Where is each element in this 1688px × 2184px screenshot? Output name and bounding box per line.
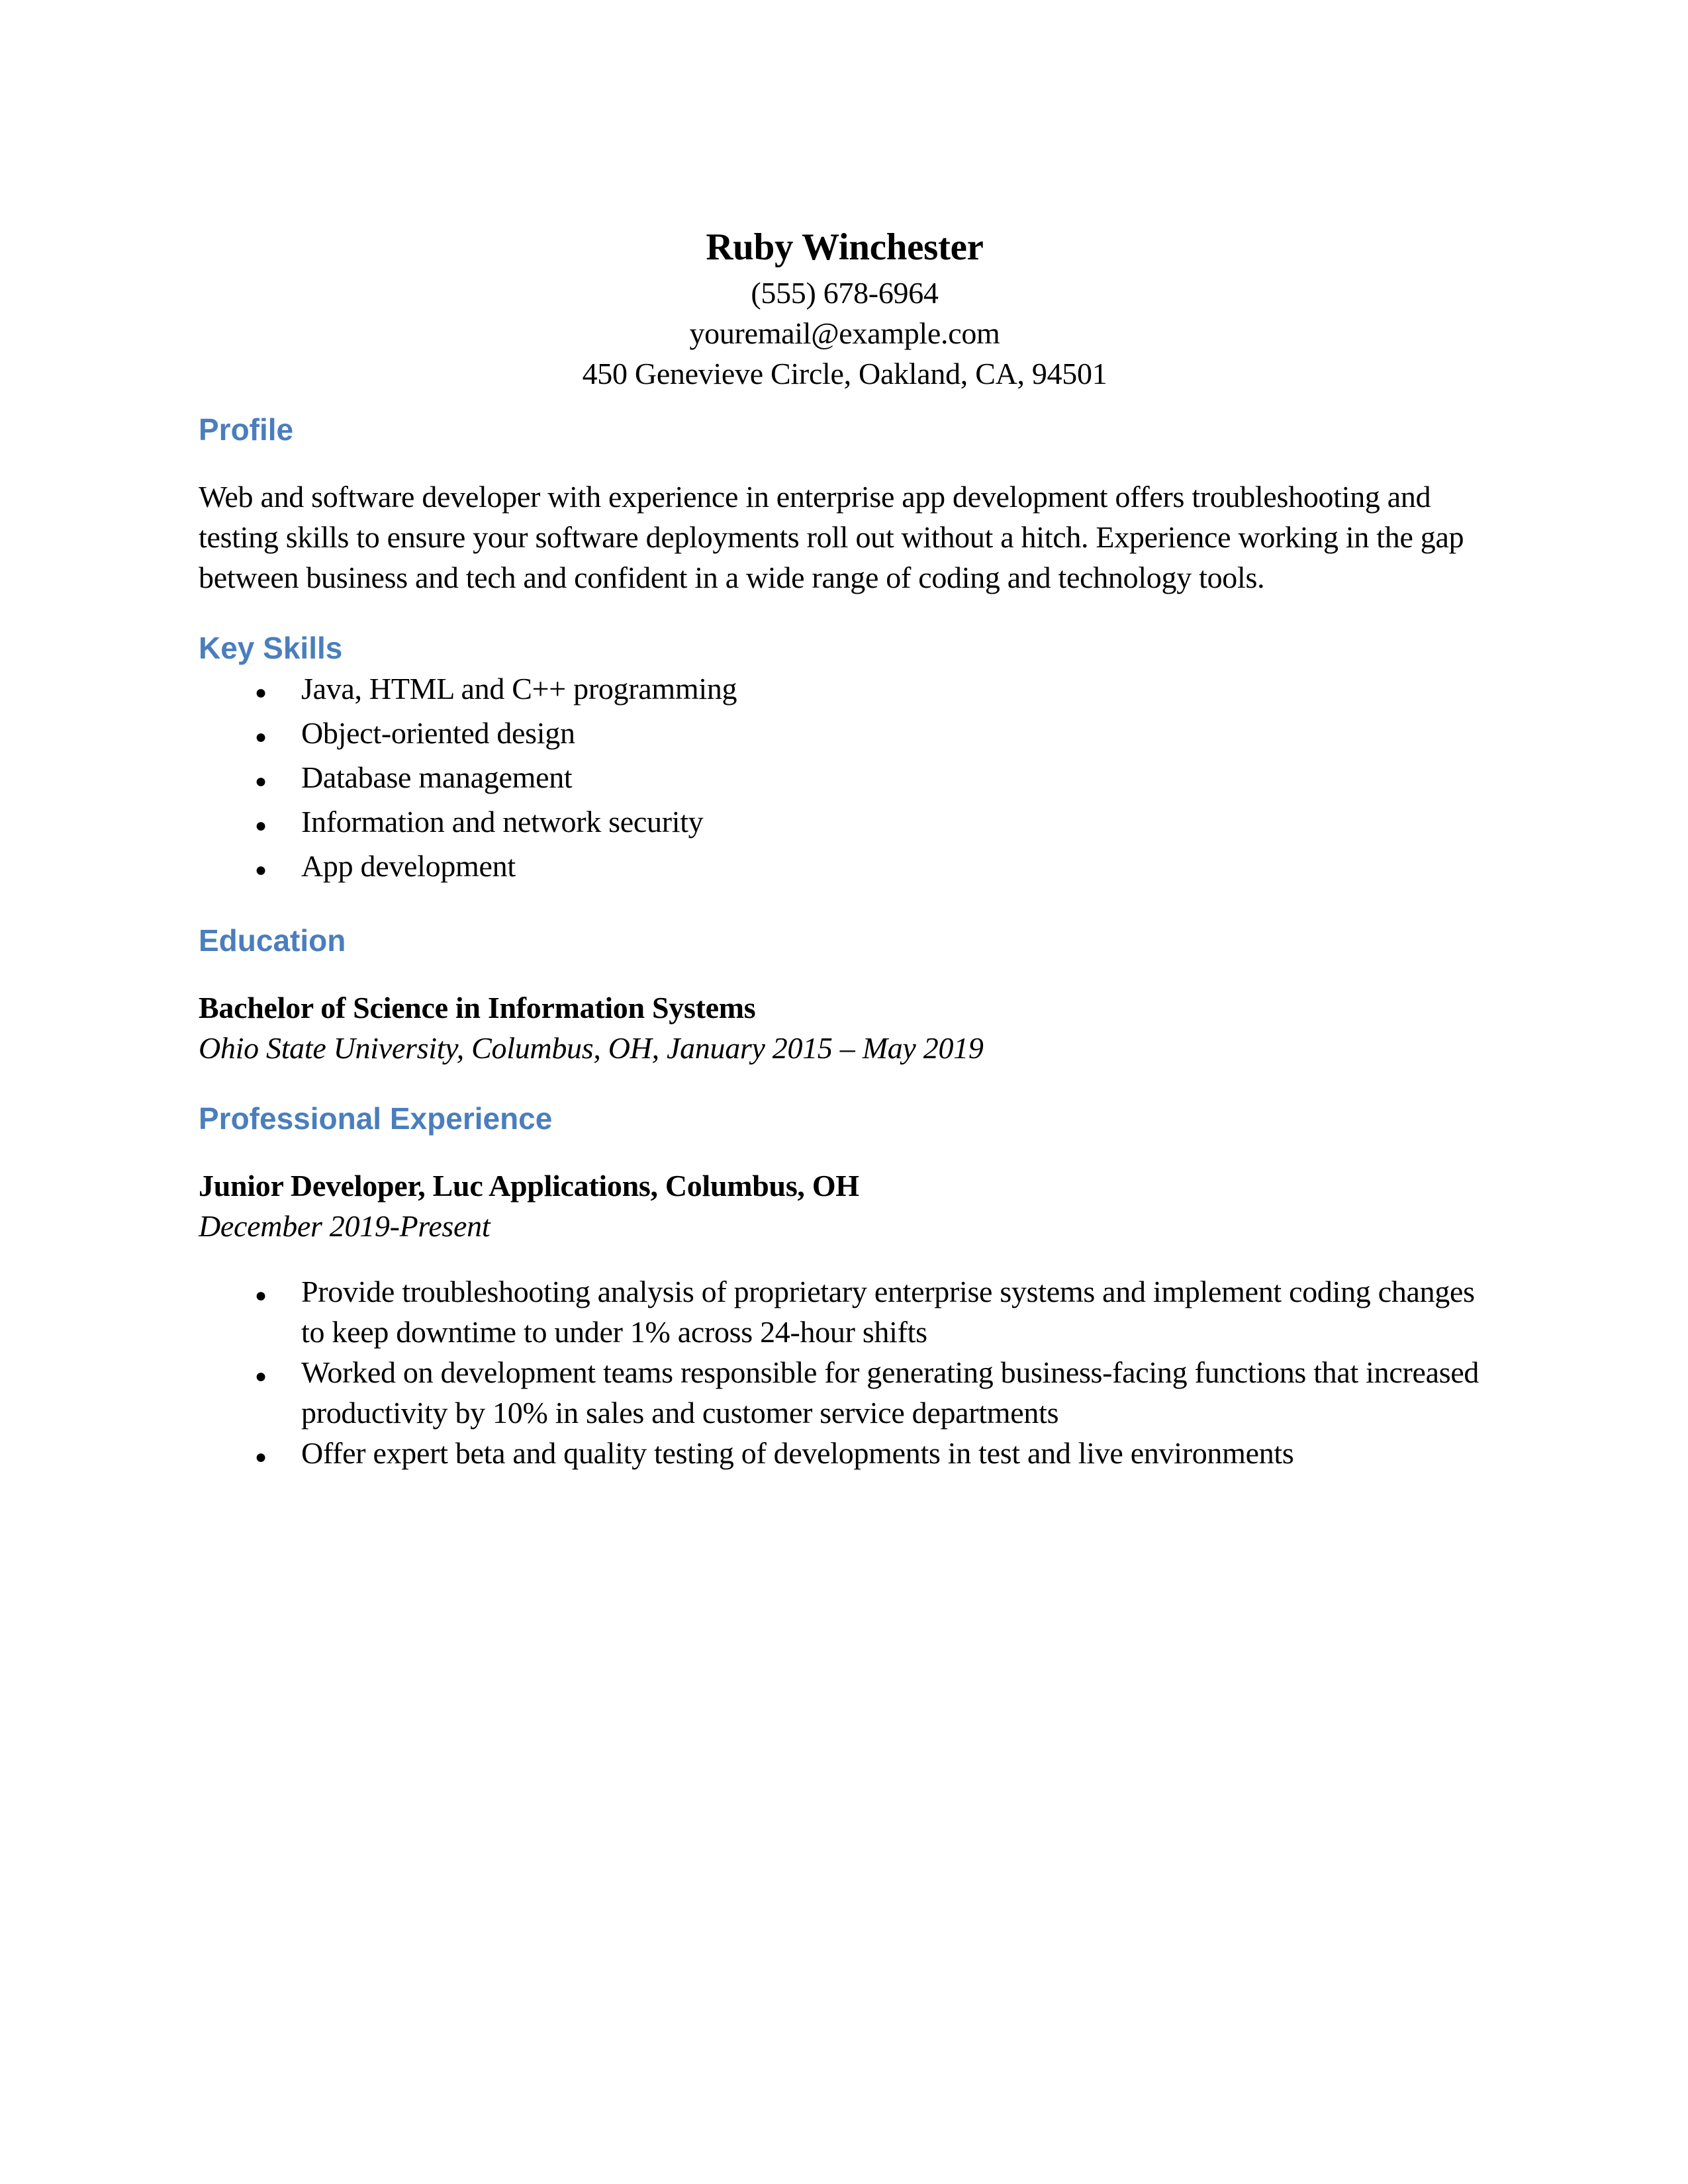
- list-item: [199, 713, 1491, 757]
- skill-text: Database management: [301, 760, 573, 794]
- bullet-icon: ●: [255, 1285, 267, 1306]
- job-dates: December 2019-Present: [199, 1209, 491, 1243]
- experience-bullet-text: Offer expert beta and quality testing of developments in test and live environments: [301, 1436, 1294, 1470]
- list-item: [199, 1433, 1491, 1477]
- experience-bullet-text: Provide troubleshooting analysis of proprietary enterprise systems and implement coding changes to keep downtime to under 1% across 24-hour shifts: [301, 1275, 1475, 1349]
- phone-number: (555) 678-6964: [751, 276, 939, 310]
- bullet-icon: ●: [255, 1446, 267, 1468]
- bullet-icon: ●: [255, 859, 267, 881]
- list-item: [199, 757, 1491, 801]
- candidate-name: Ruby Winchester: [706, 226, 984, 268]
- experience-bullet-text: Worked on development teams responsible for generating business-facing functions that increased productivity by 10% in sales and customer service departments: [301, 1355, 1479, 1430]
- bullet-icon: ●: [255, 770, 267, 792]
- section-heading-education: Education: [199, 923, 346, 958]
- list-item: [199, 846, 1491, 890]
- education-section: [199, 921, 1491, 1068]
- email-address: youremail@example.com: [689, 316, 1000, 350]
- skill-text: Java, HTML and C++ programming: [301, 672, 737, 705]
- experience-bullet-list: [199, 1271, 1491, 1477]
- skill-text: App development: [301, 849, 516, 883]
- profile-section: [199, 410, 1491, 598]
- bullet-icon: ●: [255, 726, 267, 748]
- bullet-icon: ●: [255, 682, 267, 704]
- bullet-icon: ●: [255, 1365, 267, 1387]
- section-heading-experience: Professional Experience: [199, 1101, 553, 1136]
- mailing-address: 450 Genevieve Circle, Oakland, CA, 94501: [582, 357, 1107, 390]
- education-details: Ohio State University, Columbus, OH, January 2015 – May 2019: [199, 1031, 984, 1065]
- resume-header: [199, 222, 1491, 394]
- job-title: Junior Developer, Luc Applications, Columbus, OH: [199, 1169, 859, 1203]
- list-item: [199, 801, 1491, 846]
- profile-summary: Web and software developer with experience in enterprise app development offers troubleshooting and testing skills to ensure your software deployments roll out without a hitch. Experience working in the gap between business and tech and confident in a wide range of coding and technology tools.: [199, 480, 1464, 594]
- list-item: [199, 1271, 1491, 1352]
- skill-text: Object-oriented design: [301, 716, 575, 750]
- section-heading-key-skills: Key Skills: [199, 631, 343, 665]
- list-item: [199, 668, 1491, 713]
- key-skills-list: [199, 668, 1491, 890]
- degree-title: Bachelor of Science in Information Systems: [199, 991, 756, 1024]
- skill-text: Information and network security: [301, 805, 704, 839]
- experience-section: [199, 1099, 1491, 1477]
- bullet-icon: ●: [255, 815, 267, 837]
- section-heading-profile: Profile: [199, 412, 294, 447]
- list-item: [199, 1352, 1491, 1433]
- key-skills-section: [199, 628, 1491, 890]
